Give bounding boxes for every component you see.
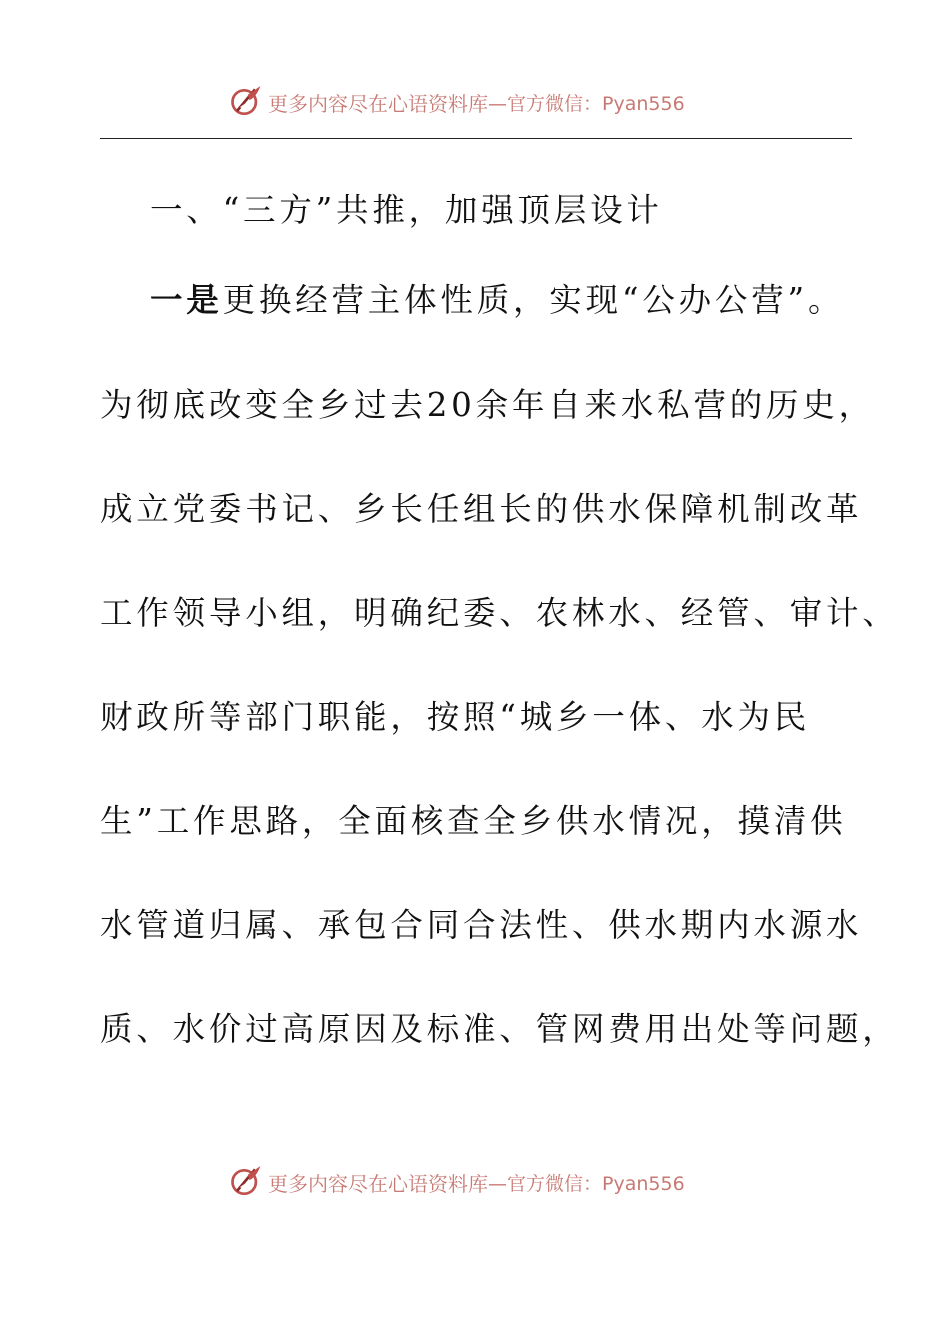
header-watermark — [228, 82, 685, 122]
header-rule — [100, 138, 852, 139]
body-line: 质、水价过高原因及标准、管网费用出处等问题， — [100, 1010, 899, 1048]
section-heading: 一、“三方”共推，加强顶层设计 — [150, 191, 663, 229]
footer-watermark-sub: —官方微信：Pyan556 — [488, 1172, 685, 1195]
quill-logo-icon — [228, 84, 264, 120]
body-line: 为彻底改变全乡过去20余年自来水私营的历史， — [100, 386, 875, 424]
paragraph-lead: 一是 — [150, 280, 223, 319]
header-watermark-sub: —官方微信：Pyan556 — [488, 92, 685, 115]
body-line: 成立党委书记、乡长任组长的供水保障机制改革 — [100, 490, 863, 528]
quill-logo-icon — [228, 1164, 264, 1200]
footer-watermark — [228, 1162, 685, 1202]
paragraph-title: 更换经营主体性质，实现“公办公营”。 — [222, 281, 845, 319]
header-watermark-main: 更多内容尽在心语资料库 — [268, 91, 488, 116]
body-line: 水管道归属、承包合同合法性、供水期内水源水 — [100, 906, 863, 944]
paragraph-title-line — [150, 280, 950, 320]
body-line: 财政所等部门职能，按照“城乡一体、水为民 — [100, 698, 811, 736]
body-line: 工作领导小组，明确纪委、农林水、经管、审计、 — [100, 594, 899, 632]
footer-watermark-main: 更多内容尽在心语资料库 — [268, 1171, 488, 1196]
body-line: 生”工作思路，全面核查全乡供水情况，摸清供 — [100, 802, 847, 840]
